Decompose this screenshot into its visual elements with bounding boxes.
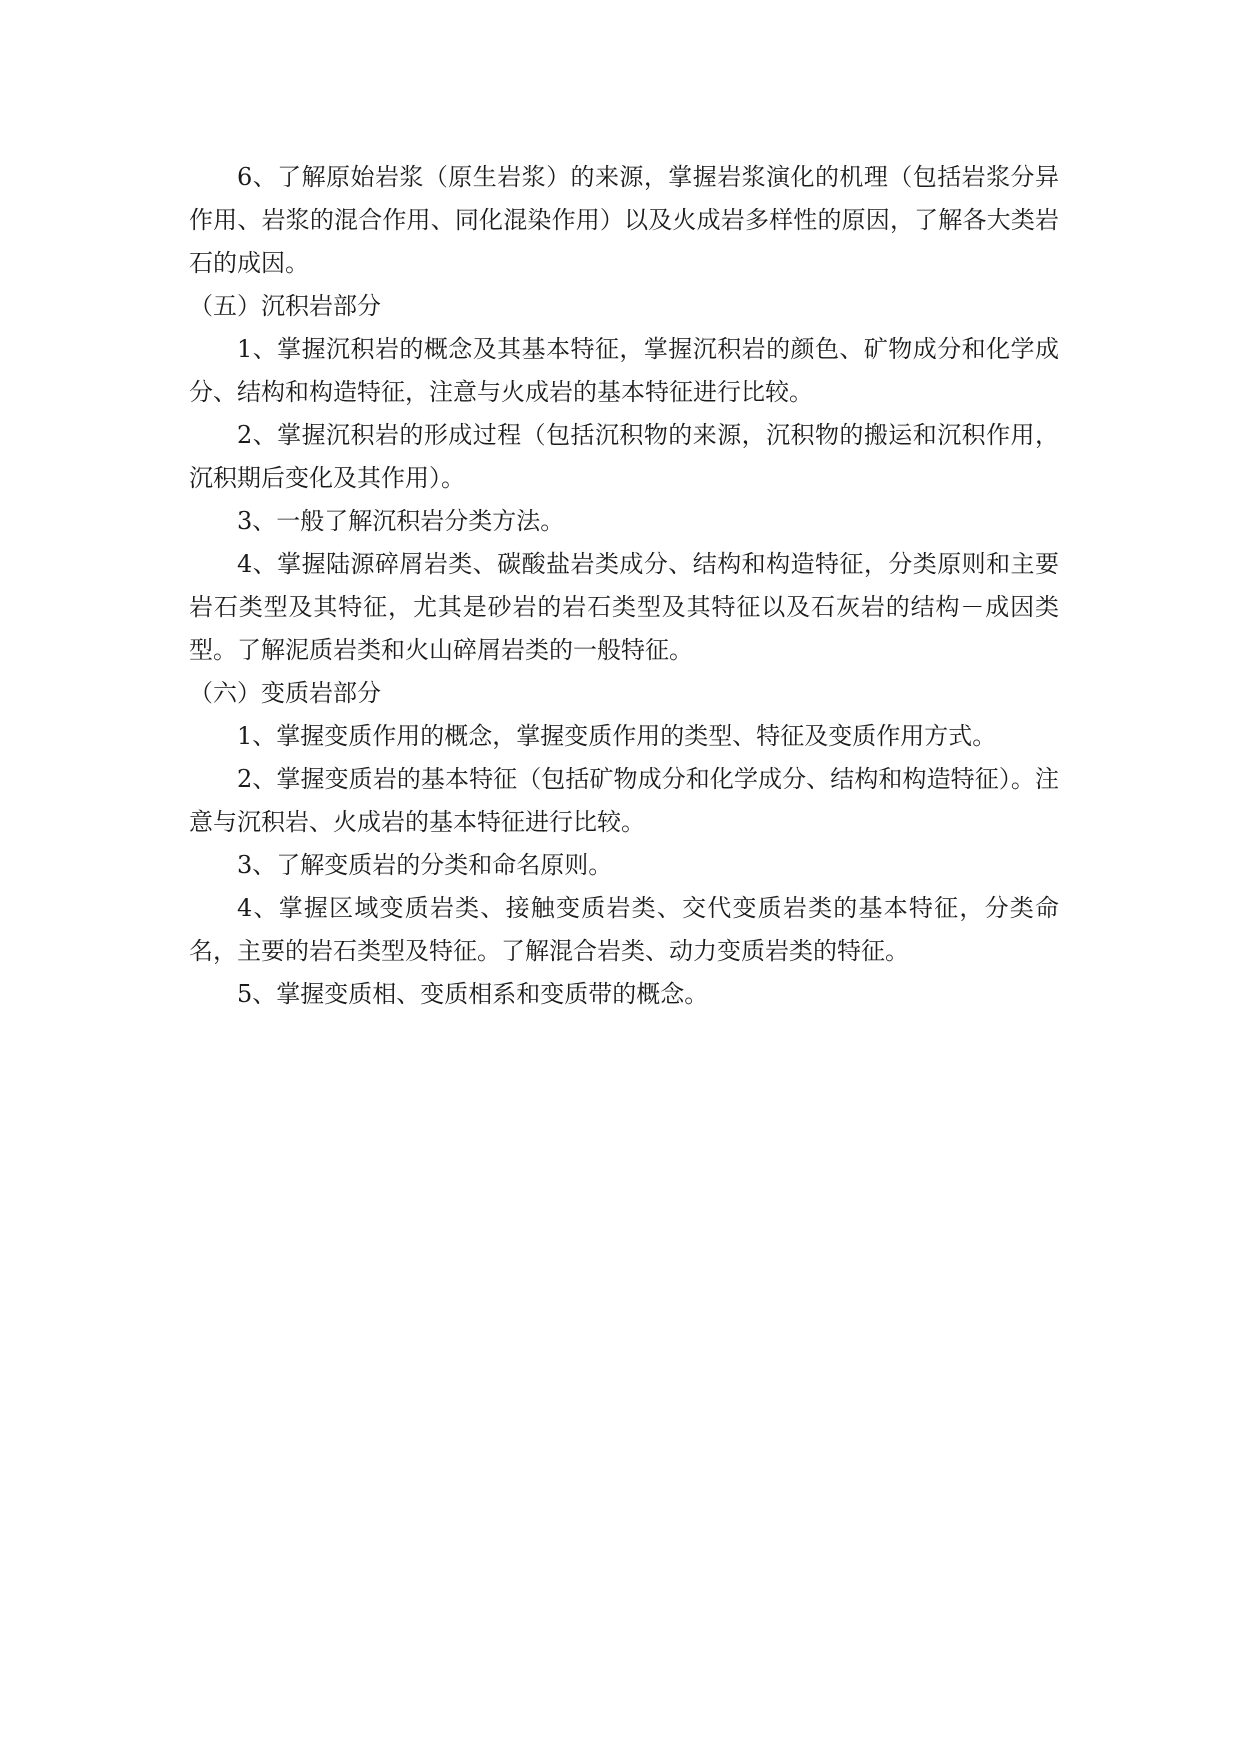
paragraph-sedimentary-4: 4、掌握陆源碎屑岩类、碳酸盐岩类成分、结构和构造特征，分类原则和主要岩石类型及其特征，尤其是砂岩的岩石类型及其特征以及石灰岩的结构－成因类型。了解泥质岩类和火山碎屑岩类的一般特征。 [189,550,1059,664]
paragraph-metamorphic-4: 4、掌握区域变质岩类、接触变质岩类、交代变质岩类的基本特征，分类命名，主要的岩石类型及特征。了解混合岩类、动力变质岩类的特征。 [189,894,1059,965]
paragraph-metamorphic-5: 5、掌握变质相、变质相系和变质带的概念。 [237,980,709,1008]
paragraph-sedimentary-2: 2、掌握沉积岩的形成过程（包括沉积物的来源，沉积物的搬运和沉积作用，沉积期后变化及其作用）。 [189,421,1059,492]
paragraph-metamorphic-2: 2、掌握变质岩的基本特征（包括矿物成分和化学成分、结构和构造特征）。注意与沉积岩、火成岩的基本特征进行比较。 [189,765,1059,836]
section-heading-metamorphic-rocks: （六）变质岩部分 [189,679,381,707]
document-body [189,156,1059,1016]
paragraph-item-6: 6、了解原始岩浆（原生岩浆）的来源，掌握岩浆演化的机理（包括岩浆分异作用、岩浆的混合作用、同化混染作用）以及火成岩多样性的原因，了解各大类岩石的成因。 [189,163,1059,277]
section-heading-sedimentary-rocks: （五）沉积岩部分 [189,292,381,320]
paragraph-metamorphic-1: 1、掌握变质作用的概念，掌握变质作用的类型、特征及变质作用方式。 [237,722,997,750]
paragraph-sedimentary-3: 3、一般了解沉积岩分类方法。 [237,507,565,535]
paragraph-sedimentary-1: 1、掌握沉积岩的概念及其基本特征，掌握沉积岩的颜色、矿物成分和化学成分、结构和构造特征，注意与火成岩的基本特征进行比较。 [189,335,1059,406]
paragraph-metamorphic-3: 3、了解变质岩的分类和命名原则。 [237,851,613,879]
